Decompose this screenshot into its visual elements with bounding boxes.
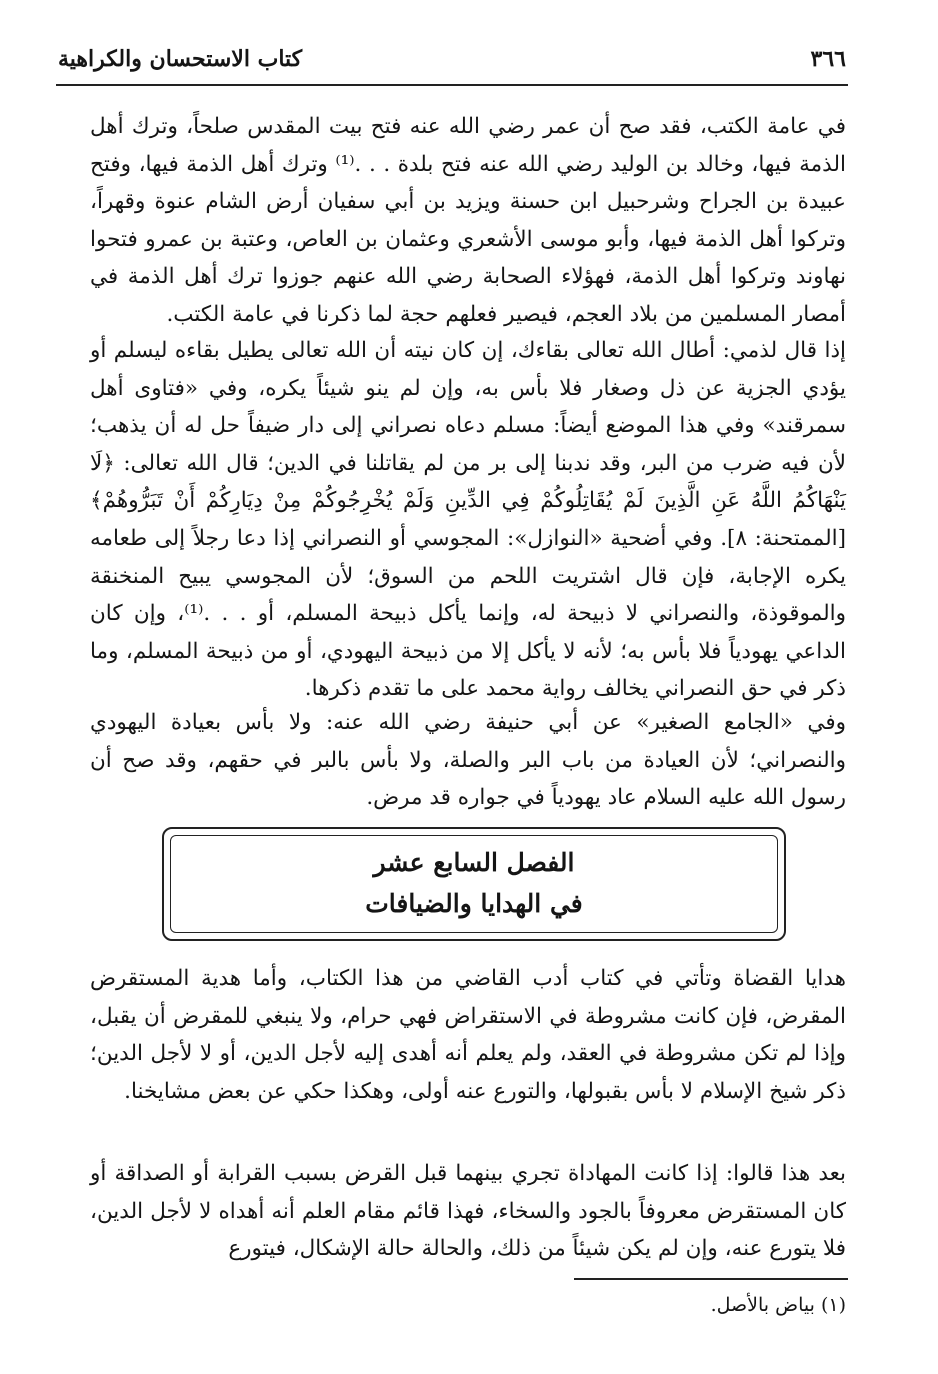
paragraph-1: في عامة الكتب، فقد صح أن عمر رضي الله عنه فتح بيت المقدس صلحاً، وترك أهل الذمة فيها، وخالد بن الوليد رضي الله عنه فتح بلدة . . .⁽¹⁾ وترك أهل الذمة فيها، وفتح عبيدة بن الجراح وشرحبيل ابن حسنة ويزيد بن أبي سفيان أرض الشام عنوة وقهراً، وتركوا أهل الذمة فيها، وأبو موسى الأشعري وعثمان بن العاص، وعتبة بن عمرو فتحوا نهاوند وتركوا أهل الذمة، فهؤلاء الصحابة رضي الله عنهم جوزوا ترك أهل الذمة في أمصار المسلمين من بلاد العجم، فيصير فعلهم حجة لما ذكرنا في عامة الكتب. [90, 114, 846, 327]
paragraph-2: إذا قال لذمي: أطال الله تعالى بقاءك، إن كان نيته أن الله تعالى يطيل بقاءه ليسلم أو يؤدي الجزية عن ذل وصغار فلا بأس به، وإن لم ينو شيئاً يكره، وفي «فتاوى أهل سمرقند» وفي هذا الموضع أيضاً: مسلم دعاه نصراني إلى دار ضيفاً حل له أن يذهب؛ لأن فيه ضرب من البر، وقد ندبنا إلى بر من لم يقاتلنا في الدين؛ قال الله تعالى: ﴿لَا يَنْهَاكُمُ اللَّهُ عَنِ الَّذِينَ لَمْ يُقَاتِلُوكُمْ فِي الدِّينِ وَلَمْ يُخْرِجُوكُمْ مِنْ دِيَارِكُمْ أَنْ تَبَرُّوهُمْ﴾ [الممتحنة: ٨]. وفي أضحية «النوازل»: المجوسي أو النصراني إذا دعا رجلاً إلى طعامه يكره الإجابة، فإن قال اشتريت اللحم من السوق؛ لأن المجوسي يبيح المنخنقة والموقوذة، والنصراني لا ذبيحة له، وإنما يأكل ذبيحة المسلم، أو . . .⁽¹⁾، وإن كان الداعي يهودياً فلا بأس به؛ لأنه لا يأكل إلا من ذبيحة اليهودي، أو من ذبيحة المسلم، وما ذكر في حق النصراني يخالف رواية محمد على ما تقدم ذكرها. [90, 338, 847, 702]
footnote-divider [574, 1278, 848, 1280]
footnote: (١) بياض بالأصل. [710, 1294, 846, 1316]
header-divider [56, 84, 848, 86]
page-header [58, 42, 846, 80]
paragraph-4: هدايا القضاة وتأتي في كتاب أدب القاضي من هذا الكتاب، وأما هدية المستقرض المقرض، فإن كانت مشروطة في الاستقراض فهي حرام، ولا ينبغي للمقرض أن يقبل، وإذا لم تكن مشروطة في العقد، ولم يعلم أنه أهدى إليه لأجل الدين، أو لا لأجل الدين؛ ذكر شيخ الإسلام لا بأس بقبولها، والتورع عنه أولى، وهكذا حكي عن بعض مشايخنا. [90, 966, 846, 1104]
chapter-heading-frame [162, 827, 786, 941]
chapter-subtitle: في الهدايا والضيافات [365, 889, 583, 918]
chapter-title: الفصل السابع عشر [373, 848, 575, 877]
running-title: كتاب الاستحسان والكراهية [58, 46, 303, 72]
page-number: ٣٦٦ [810, 46, 846, 72]
paragraph-3: وفي «الجامع الصغير» عن أبي حنيفة رضي الله عنه: ولا بأس بعيادة اليهودي والنصراني؛ لأن العيادة من باب البر والصلة، ولا بأس بالبر في حقهم، وقد صح أن رسول الله عليه السلام عاد يهودياً في جواره قد مرض. [90, 710, 846, 811]
paragraph-5: بعد هذا قالوا: إذا كانت المهاداة تجري بينهما قبل القرض بسبب القرابة أو الصداقة أو كان المستقرض معروفاً بالجود والسخاء، فهذا قائم مقام العلم أنه أهداه لا لأجل الدين، فلا يتورع عنه، وإن لم يكن شيئاً من ذلك، والحالة حالة الإشكال، فيتورع [90, 1161, 846, 1262]
